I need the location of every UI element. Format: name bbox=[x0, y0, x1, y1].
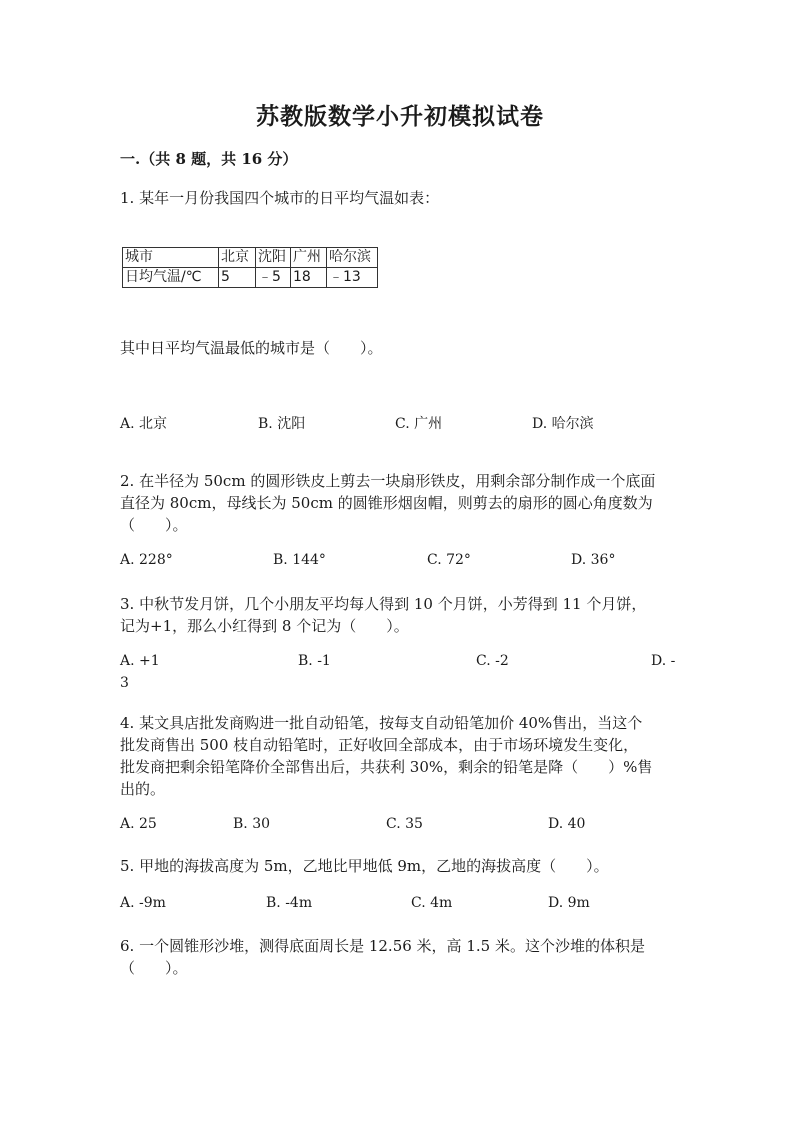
q3-option-d-wrap: 3 bbox=[120, 675, 129, 691]
q2-line-3: （ ）。 bbox=[120, 516, 188, 534]
page-title: 苏教版数学小升初模拟试卷 bbox=[256, 103, 544, 130]
table-cell: 沈阳 bbox=[256, 248, 291, 268]
q4-line-4: 出的。 bbox=[120, 780, 166, 798]
q3-line-2: 记为+1，那么小红得到 8 个记为（ ）。 bbox=[120, 617, 409, 635]
q2-option-d: D. 36° bbox=[571, 552, 616, 568]
table-row bbox=[123, 248, 378, 268]
q1-ask: 其中日平均气温最低的城市是（ ）。 bbox=[120, 339, 383, 357]
q1-option-d: D. 哈尔滨 bbox=[532, 416, 594, 432]
table-cell: 18 bbox=[291, 268, 327, 288]
table-cell: 广州 bbox=[291, 248, 327, 268]
table-cell: 日均气温/℃ bbox=[123, 268, 219, 288]
q2-option-c: C. 72° bbox=[427, 552, 471, 568]
table-cell: ﹣5 bbox=[256, 268, 291, 288]
section-heading: 一.（共 8 题，共 16 分） bbox=[120, 150, 298, 168]
q3-option-d: D. - bbox=[651, 653, 676, 669]
q3-option-c: C. -2 bbox=[476, 653, 509, 669]
table-cell: ﹣13 bbox=[327, 268, 378, 288]
q4-option-b: B. 30 bbox=[233, 816, 271, 832]
q1-option-b: B. 沈阳 bbox=[258, 416, 306, 432]
q2-option-b: B. 144° bbox=[273, 552, 326, 568]
q5-option-b: B. -4m bbox=[266, 895, 313, 911]
table-row bbox=[123, 268, 378, 288]
q1-option-c: C. 广州 bbox=[395, 416, 443, 432]
q1-option-a: A. 北京 bbox=[120, 416, 168, 432]
q4-line-1: 4. 某文具店批发商购进一批自动铅笔，按每支自动铅笔加价 40%售出，当这个 bbox=[120, 714, 643, 732]
q5-option-a: A. -9m bbox=[120, 895, 166, 911]
q3-option-b: B. -1 bbox=[298, 653, 331, 669]
q4-option-c: C. 35 bbox=[386, 816, 423, 832]
table-cell: 哈尔滨 bbox=[327, 248, 378, 268]
q4-line-2: 批发商售出 500 枝自动铅笔时，正好收回全部成本，由于市场环境发生变化， bbox=[120, 736, 639, 754]
temperature-table bbox=[122, 247, 378, 288]
q2-line-1: 2. 在半径为 50cm 的圆形铁皮上剪去一块扇形铁皮，用剩余部分制作成一个底面 bbox=[120, 472, 656, 490]
q2-line-2: 直径为 80cm，母线长为 50cm 的圆锥形烟囱帽，则剪去的扇形的圆心角度数为 bbox=[120, 494, 653, 512]
q3-line-1: 3. 中秋节发月饼，几个小朋友平均每人得到 10 个月饼，小芳得到 11 个月饼， bbox=[120, 595, 647, 613]
q5-option-d: D. 9m bbox=[548, 895, 590, 911]
table-cell: 北京 bbox=[219, 248, 256, 268]
q5-line-1: 5. 甲地的海拔高度为 5m，乙地比甲地低 9m，乙地的海拔高度（ ）。 bbox=[120, 857, 609, 875]
q4-option-a: A. 25 bbox=[120, 816, 157, 832]
q6-line-2: （ ）。 bbox=[120, 959, 188, 977]
q1-stem: 1. 某年一月份我国四个城市的日平均气温如表： bbox=[120, 189, 440, 207]
q4-option-d: D. 40 bbox=[548, 816, 586, 832]
q3-option-a: A. +1 bbox=[120, 653, 160, 669]
q2-option-a: A. 228° bbox=[120, 552, 173, 568]
table-cell: 城市 bbox=[123, 248, 219, 268]
table-cell: 5 bbox=[219, 268, 256, 288]
q5-option-c: C. 4m bbox=[411, 895, 453, 911]
q4-line-3: 批发商把剩余铅笔降价全部售出后，共获利 30%，剩余的铅笔是降（ ）%售 bbox=[120, 758, 653, 776]
q6-line-1: 6. 一个圆锥形沙堆，测得底面周长是 12.56 米，高 1.5 米。这个沙堆的体积是 bbox=[120, 937, 645, 955]
